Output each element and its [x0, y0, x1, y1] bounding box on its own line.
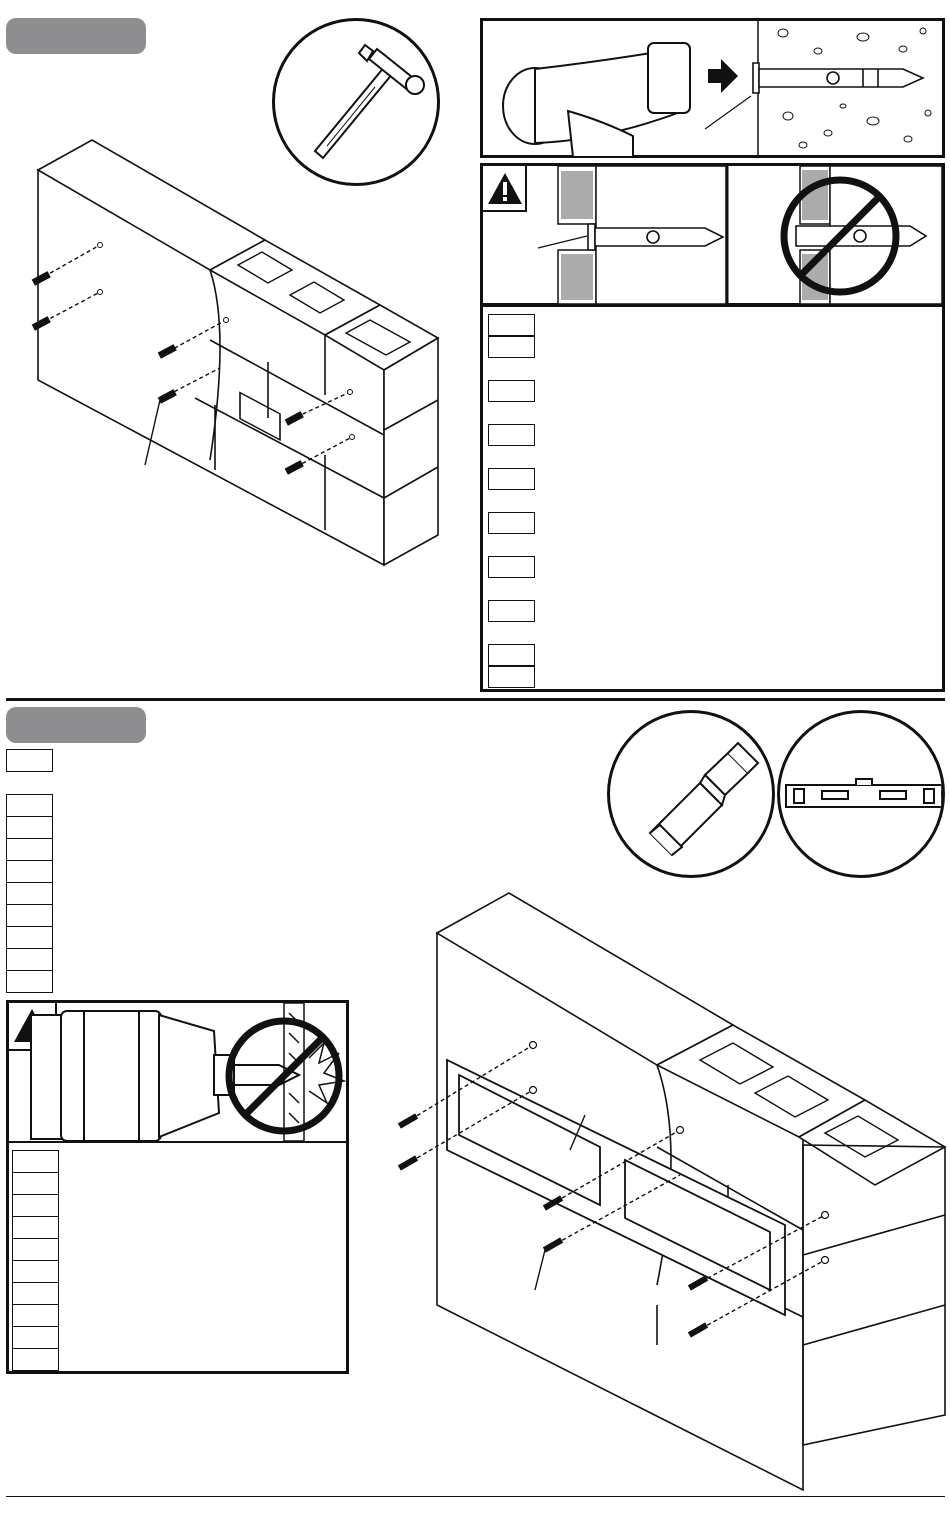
label-box — [12, 1150, 59, 1173]
label-box — [488, 314, 535, 336]
label-box — [6, 794, 53, 817]
label-box — [12, 1326, 59, 1349]
label-box — [12, 1172, 59, 1195]
label-box — [6, 948, 53, 971]
correct-anchor-illustration — [483, 166, 733, 304]
label-box — [12, 1282, 59, 1305]
label-box — [6, 882, 53, 905]
label-box — [12, 1304, 59, 1327]
label-box — [488, 556, 535, 578]
anchor-warning-panel — [480, 163, 945, 306]
label-box — [12, 1194, 59, 1217]
label-box — [12, 1348, 59, 1371]
label-box — [6, 904, 53, 927]
parts-label-panel — [480, 304, 945, 692]
step-badge-2 — [6, 707, 146, 743]
label-box — [488, 468, 535, 490]
footer-rule — [6, 1496, 945, 1497]
hammer-anchor-illustration — [483, 21, 943, 157]
incorrect-anchor-illustration — [730, 166, 945, 304]
step-badge-1 — [6, 18, 146, 54]
drill-illustration — [9, 1003, 347, 1141]
section-divider — [6, 698, 945, 701]
anchor-hammer-panel — [480, 18, 945, 158]
label-box — [6, 860, 53, 883]
hex-bit-tool-circle — [607, 710, 775, 878]
arrow-right-icon — [708, 59, 738, 93]
label-box — [488, 380, 535, 402]
label-box — [12, 1260, 59, 1283]
label-box — [488, 512, 535, 534]
drill-warning-panel — [6, 1000, 349, 1374]
label-box — [6, 970, 53, 993]
label-box — [6, 838, 53, 861]
label-box — [6, 926, 53, 949]
level-tool-circle — [777, 710, 945, 878]
hex-driver-bit-icon — [610, 713, 775, 878]
label-box — [6, 816, 53, 839]
label-box — [12, 1238, 59, 1261]
label-box — [12, 1216, 59, 1239]
level-icon — [780, 713, 945, 878]
label-box — [488, 600, 535, 622]
drill-panel-divider — [9, 1141, 349, 1143]
label-box — [6, 749, 53, 772]
block-wall-illustration-2 — [395, 885, 915, 1445]
label-box — [488, 644, 535, 666]
label-box — [488, 666, 535, 688]
block-wall-illustration-1 — [0, 130, 450, 570]
label-box — [488, 336, 535, 358]
label-box — [488, 424, 535, 446]
